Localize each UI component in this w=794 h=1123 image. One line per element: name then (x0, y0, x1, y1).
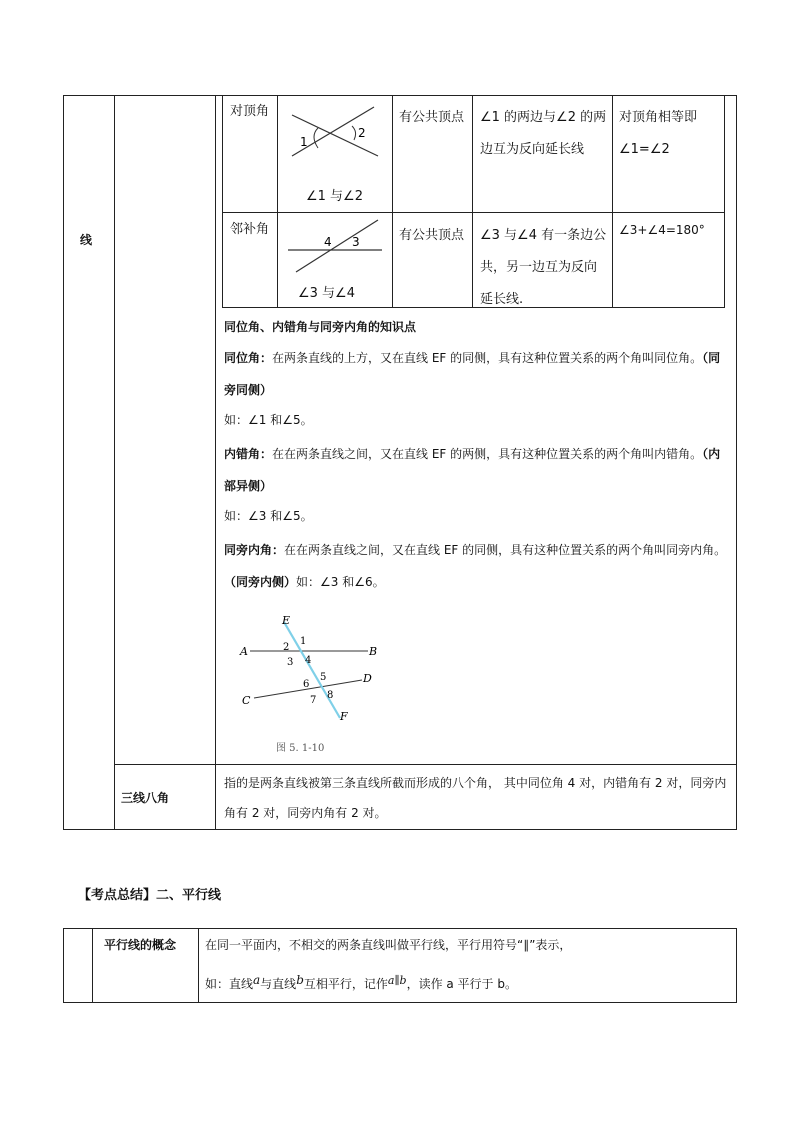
adjacent-angles-figure (282, 214, 388, 276)
angle-label-7: 7 (310, 695, 317, 706)
tongpang-paragraph (224, 534, 729, 598)
label-B: B (369, 645, 378, 658)
angle-label-2: 2 (283, 642, 290, 653)
tongpang-example: 如：∠3 和∠6。 (296, 575, 385, 589)
tongwei-text: 在两条直线的上方，又在直线 EF 的同侧，具有这种位置关系的两个角叫同位角。 (272, 351, 703, 365)
fig1-label-2: 2 (358, 126, 366, 140)
row2-sides: ∠3 与∠4 有一条边公共，另一边互为反向延长线. (480, 228, 607, 307)
fig2-line-b (296, 220, 378, 272)
tongpang-text: 在在两条直线之间，又在直线 EF 的同侧，具有这种位置关系的两个角叫同旁内角。 (284, 543, 727, 557)
label-D: D (363, 672, 372, 685)
angle-label-3: 3 (287, 657, 294, 668)
row1-name: 对顶角 (230, 104, 270, 119)
tongpang-note: （同旁内侧） (224, 575, 297, 589)
row2-name: 邻补角 (230, 222, 270, 237)
transversal-figure (236, 612, 386, 760)
row1-sides: ∠1 的两边与∠2 的两边互为反向延长线 (480, 110, 607, 157)
angle-label-6: 6 (303, 679, 310, 690)
parallel-definition-line1: 在同一平面内，不相交的两条直线叫做平行线，平行用符号“∥”表示， (205, 938, 572, 952)
angle-label-4: 4 (305, 655, 312, 666)
var-a: a (253, 973, 261, 987)
tongwei-paragraph (224, 342, 729, 406)
parallel-concept-label: 平行线的概念 (104, 938, 177, 952)
fig2-label-4: 4 (324, 235, 332, 249)
sanxian-label: 三线八角 (121, 791, 170, 805)
vertical-angles-figure (282, 100, 388, 170)
tongwei-note: （同旁同侧） (224, 351, 721, 397)
neicuo-text: 在在两条直线之间，又在直线 EF 的两侧，具有这种位置关系的两个角叫内错角。 (272, 447, 703, 461)
fig2-label-3: 3 (352, 235, 360, 249)
figure-caption: 图 5. 1-10 (276, 743, 325, 754)
label-A: A (240, 645, 248, 658)
row1-vertex: 有公共顶点 (399, 110, 465, 125)
section-heading: 同位角、内错角与同旁内角的知识点 (224, 320, 417, 334)
row2-vertex: 有公共顶点 (399, 228, 465, 243)
parallel-notation: a∥b (387, 974, 407, 987)
fig1-arc-1 (314, 128, 318, 148)
angle-label-8: 8 (327, 690, 334, 701)
neicuo-example: 如：∠3 和∠5。 (224, 509, 313, 523)
tongwei-term: 同位角： (224, 351, 273, 365)
label-E: E (282, 614, 291, 627)
label-F: F (340, 710, 348, 723)
neicuo-note: （内部异侧） (224, 447, 721, 493)
fig1-arc-2 (352, 126, 356, 140)
neicuo-term: 内错角： (224, 447, 273, 461)
angle-label-5: 5 (320, 672, 327, 683)
category-label: 线 (80, 233, 93, 247)
sanxian-text: 指的是两条直线被第三条直线所截而形成的八个角， 其中同位角 4 对，内错角有 2 对，同旁内角有 2 对，同旁内角有 2 对。 (224, 776, 727, 820)
neicuo-paragraph (224, 438, 729, 502)
section2-title: 【考点总结】二、平行线 (78, 888, 222, 903)
label-C: C (242, 694, 251, 707)
tongpang-term: 同旁内角： (224, 543, 285, 557)
var-b: b (296, 973, 304, 987)
row2-figure-caption: ∠3 与∠4 (298, 286, 355, 301)
row1-figure-caption: ∠1 与∠2 (306, 189, 363, 204)
parallel-definition-line2: 如：直线a与直线b互相平行，记作a∥b，读作 a 平行于 b。 (205, 973, 517, 991)
tongwei-example: 如：∠1 和∠5。 (224, 413, 313, 427)
row2-property: ∠3+∠4=180° (619, 223, 705, 237)
fig1-label-1: 1 (300, 135, 308, 149)
angle-label-1: 1 (300, 636, 307, 647)
row1-property: 对顶角相等即∠1=∠2 (619, 110, 698, 157)
